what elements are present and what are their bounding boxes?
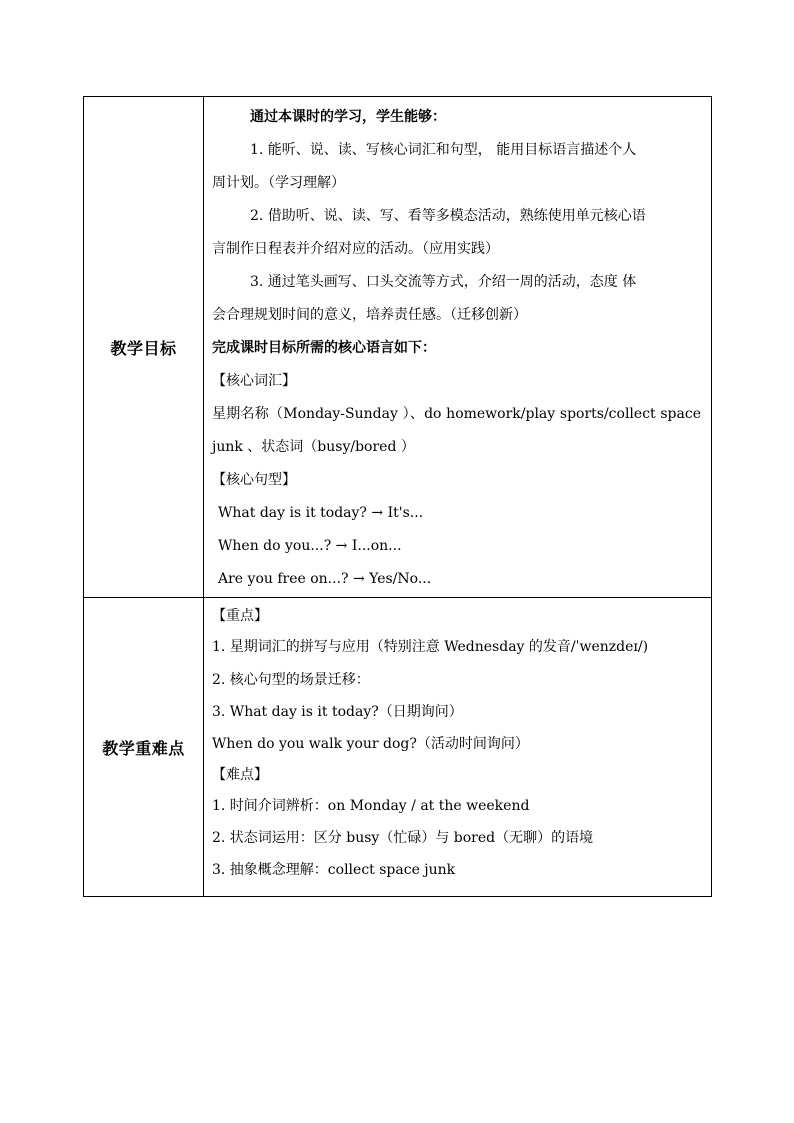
core-language-title: 完成课时目标所需的核心语言如下： [212, 340, 436, 356]
vocab-line-1: 星期名称（Monday-Sunday ）、do homework/play sports/collect space [212, 406, 701, 422]
vocab-heading: 【核心词汇】 [212, 373, 296, 389]
lesson-plan-table [83, 96, 712, 897]
goal-item-1-line-2: 周计划。（学习理解） [212, 175, 345, 191]
difficulty-item-1: 1. 时间介词辨析：on Monday / at the weekend [212, 798, 530, 814]
key-points-content [204, 598, 712, 897]
vocab-line-2: junk 、状态词（busy/bored ） [212, 439, 415, 455]
key-points-row [84, 598, 712, 897]
difficulty-heading: 【难点】 [212, 767, 268, 783]
goals-intro: 通过本课时的学习，学生能够： [250, 109, 446, 125]
focus-item-3: 3. What day is it today?（日期询问） [212, 704, 463, 720]
goal-item-3-line-2: 会合理规划时间的意义，培养责任感。（迁移创新） [212, 307, 527, 323]
goal-item-2-line-2: 言制作日程表并介绍对应的活动。（应用实践） [212, 241, 499, 257]
sentence-pattern-1: What day is it today? → It's... [218, 505, 424, 521]
sentence-heading: 【核心句型】 [212, 472, 296, 488]
difficulty-item-2: 2. 状态词运用：区分 busy（忙碌）与 bored（无聊）的语境 [212, 830, 594, 846]
key-points-label: 教学重难点 [84, 598, 204, 897]
difficulty-item-3: 3. 抽象概念理解：collect space junk [212, 862, 456, 878]
sentence-pattern-3: Are you free on...? → Yes/No... [218, 571, 432, 587]
sentence-pattern-2: When do you...? → I...on... [218, 538, 402, 554]
teaching-goals-row [84, 97, 712, 598]
focus-item-2: 2. 核心句型的场景迁移： [212, 672, 370, 688]
goal-item-2-line-1: 2. 借助听、说、读、写、看等多模态活动，熟练使用单元核心语 [250, 208, 646, 224]
teaching-goals-content [204, 97, 712, 598]
goal-item-1-line-1: 1. 能听、说、读、写核心词汇和句型， 能用目标语言描述个人 [250, 142, 637, 158]
focus-item-1: 1. 星期词汇的拼写与应用（特别注意 Wednesday 的发音/ˈwenzdeɪ/) [212, 639, 649, 655]
goal-item-3-line-1: 3. 通过笔头画写、口头交流等方式，介绍一周的活动，态度 体 [250, 274, 637, 290]
teaching-goals-label: 教学目标 [84, 97, 204, 598]
focus-heading: 【重点】 [212, 608, 268, 624]
focus-item-4: When do you walk your dog?（活动时间询问） [212, 736, 529, 752]
